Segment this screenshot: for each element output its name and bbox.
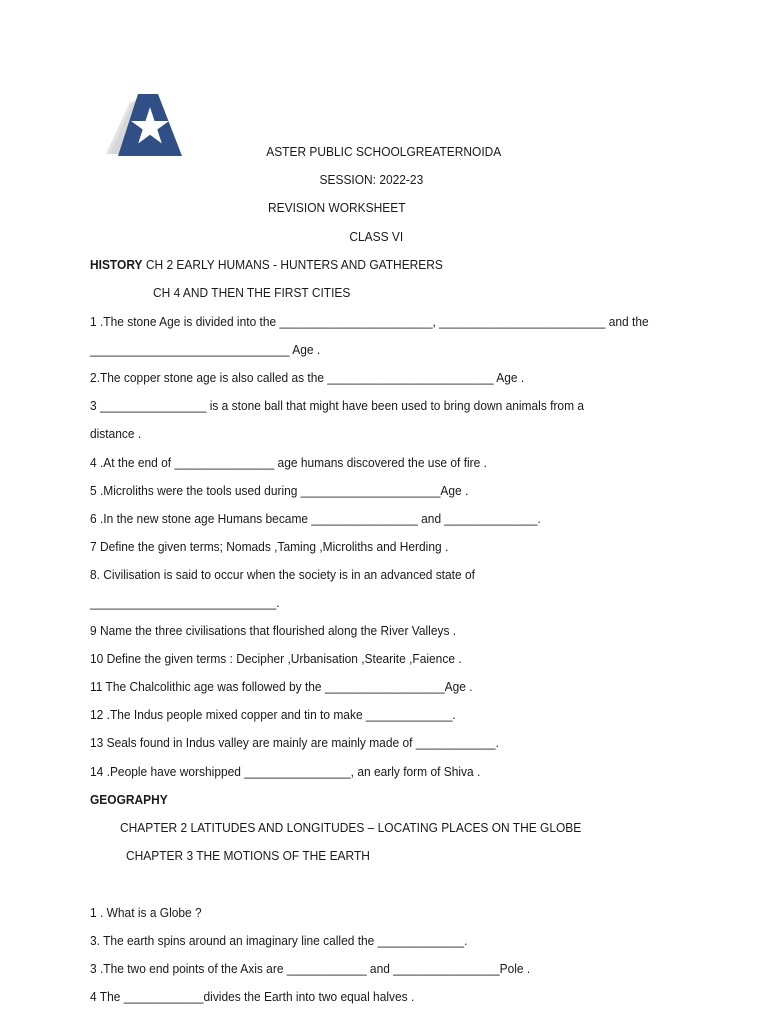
geography-chapter-2: CHAPTER 3 THE MOTIONS OF THE EARTH (126, 848, 370, 863)
geography-line: 4 The ____________divides the Earth into two equal halves . (90, 989, 415, 1004)
history-line: ______________________________ Age . (90, 342, 321, 357)
geography-label: GEOGRAPHY (90, 792, 168, 807)
class-label: CLASS VI (349, 229, 403, 244)
history-line: 8. Civilisation is said to occur when the society is in an advanced state of (90, 567, 475, 582)
history-line: 10 Define the given terms : Decipher ,Urbanisation ,Stearite ,Faience . (90, 651, 462, 666)
history-line: 4 .At the end of _______________ age humans discovered the use of fire . (90, 455, 487, 470)
history-line: 6 .In the new stone age Humans became ________________ and ______________. (90, 511, 541, 526)
history-line: distance . (90, 426, 142, 441)
history-line: 5 .Microliths were the tools used during _____________________Age . (90, 483, 469, 498)
history-chapter-2: CH 4 AND THEN THE FIRST CITIES (153, 285, 351, 300)
history-line: 7 Define the given terms; Nomads ,Taming ,Microliths and Herding . (90, 539, 449, 554)
geography-line: 3. The earth spins around an imaginary line called the _____________. (90, 933, 468, 948)
school-name: ASTER PUBLIC SCHOOLGREATERNOIDA (266, 144, 502, 159)
history-line: 13 Seals found in Indus valley are mainly are mainly made of ____________. (90, 735, 499, 750)
worksheet-title: REVISION WORKSHEET (268, 200, 406, 215)
history-line: 1 .The stone Age is divided into the _______________________, _________________________ and the (90, 314, 649, 329)
history-label: HISTORY (90, 257, 143, 272)
geography-chapter-1: CHAPTER 2 LATITUDES AND LONGITUDES – LOCATING PLACES ON THE GLOBE (120, 820, 582, 835)
history-line: ____________________________. (90, 595, 280, 610)
history-line: 11 The Chalcolithic age was followed by the __________________Age . (90, 679, 473, 694)
history-heading (90, 257, 443, 273)
geography-line: 3 .The two end points of the Axis are ____________ and ________________Pole . (90, 961, 531, 976)
history-line: 2.The copper stone age is also called as the _________________________ Age . (90, 370, 525, 385)
history-chapter-1: CH 2 EARLY HUMANS - HUNTERS AND GATHERERS (145, 257, 443, 272)
session: SESSION: 2022-23 (319, 172, 423, 187)
history-line: 9 Name the three civilisations that flourished along the River Valleys . (90, 623, 457, 638)
geography-line: 1 . What is a Globe ? (90, 905, 202, 920)
history-line: 12 .The Indus people mixed copper and tin to make _____________. (90, 707, 456, 722)
history-line: 14 .People have worshipped ________________, an early form of Shiva . (90, 764, 481, 779)
history-line: 3 ________________ is a stone ball that might have been used to bring down animals from a (90, 398, 585, 413)
